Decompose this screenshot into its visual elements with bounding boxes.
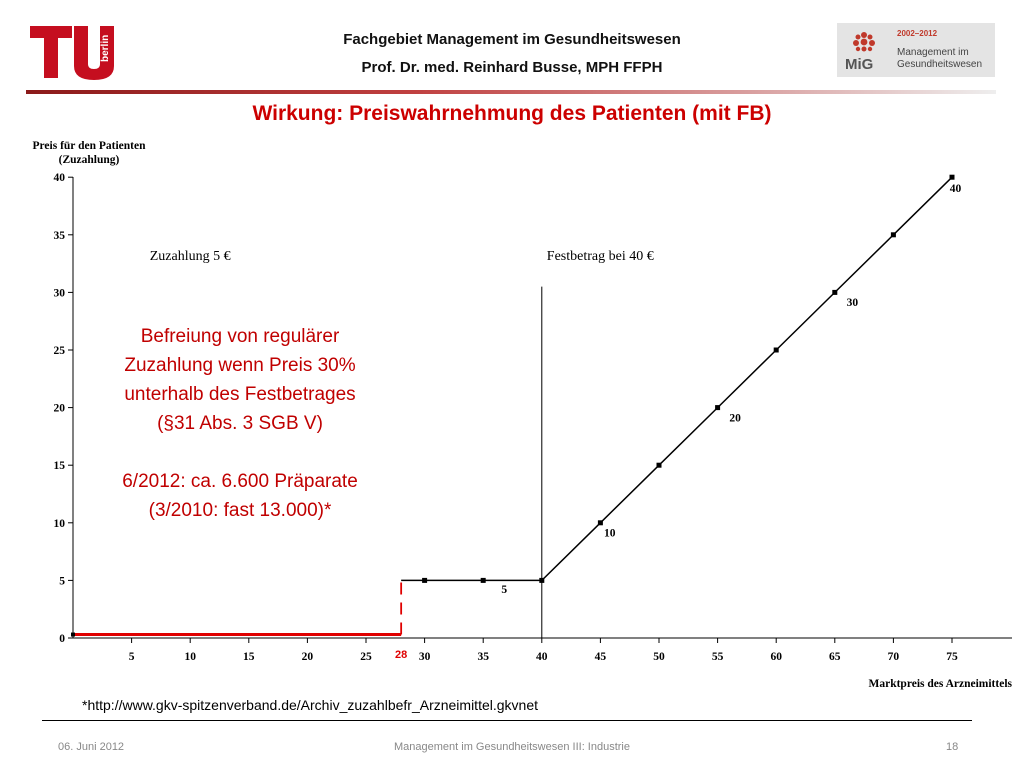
callout-line: 6/2012: ca. 6.600 Präparate	[122, 471, 358, 492]
x-tick-label: 5	[128, 651, 135, 663]
point-annotation: 10	[604, 527, 616, 540]
x-tick-label: 40	[536, 651, 548, 663]
data-point-marker	[774, 348, 779, 353]
x-tick-label: 10	[184, 651, 196, 663]
y-tick-label: 40	[53, 172, 65, 185]
y-tick-label: 30	[53, 287, 65, 300]
data-point-marker	[657, 463, 662, 468]
y-axis-title-line2: (Zuzahlung)	[58, 154, 120, 166]
data-point-marker	[598, 520, 603, 525]
x-tick-label: 75	[946, 651, 958, 663]
x-tick-label: 50	[653, 651, 665, 663]
point-annotation: 20	[729, 412, 741, 425]
callout-line: Zuzahlung wenn Preis 30%	[124, 355, 356, 376]
point-annotation: Zuzahlung 5 €	[149, 249, 231, 265]
point-annotation: 40	[949, 183, 962, 196]
festbetrag-label: Festbetrag bei 40 €	[546, 249, 654, 265]
footer-page-number: 18	[946, 741, 959, 753]
x-tick-label: 45	[594, 651, 607, 663]
y-tick-label: 25	[53, 345, 65, 357]
data-point-marker	[891, 232, 896, 237]
data-point-marker	[422, 578, 427, 583]
data-point-marker	[481, 578, 486, 583]
y-tick-label: 5	[59, 575, 65, 588]
data-point-marker	[950, 175, 955, 180]
price-series-line	[401, 177, 952, 580]
tu-logo-text: berlin	[100, 34, 111, 62]
mig-line2: Gesundheitswesen	[897, 59, 983, 70]
x-tick-label: 30	[418, 651, 431, 663]
y-tick-label: 35	[53, 229, 65, 242]
exemption-callout	[60, 322, 420, 525]
mig-abbreviation: MiG	[845, 56, 874, 73]
point-annotation: 5	[501, 584, 508, 597]
x-tick-label: 15	[243, 651, 255, 663]
callout-line: unterhalb des Festbetrages	[124, 384, 356, 405]
y-tick-label: 10	[53, 517, 65, 530]
x-tick-label: 60	[770, 651, 782, 663]
y-axis-title-line1: Preis für den Patienten	[32, 140, 146, 152]
data-point-marker	[71, 633, 75, 637]
data-point-marker	[832, 290, 837, 295]
callout-line: (§31 Abs. 3 SGB V)	[157, 413, 323, 434]
footnote-source: *http://www.gkv-spitzenverband.de/Archiv_zuzahlbefr_Arzneimittel.gkvnet	[82, 697, 538, 713]
exempt-end-label: 28	[395, 649, 408, 661]
mig-years: 2002–2012	[897, 29, 938, 38]
footer-divider	[42, 720, 972, 721]
callout-line	[60, 438, 420, 467]
mig-line1: Management im	[897, 47, 969, 58]
data-point-marker	[715, 405, 720, 410]
footer-date: 06. Juni 2012	[58, 741, 125, 753]
point-annotation: 30	[846, 297, 859, 310]
header-professor: Prof. Dr. med. Reinhard Busse, MPH FFPH	[361, 59, 663, 76]
callout-line: Befreiung von regulärer	[140, 326, 340, 347]
x-tick-label: 35	[477, 651, 489, 663]
y-tick-label: 0	[59, 633, 65, 645]
y-tick-label: 20	[53, 402, 65, 415]
x-tick-label: 20	[301, 651, 314, 663]
y-tick-label: 15	[53, 460, 65, 473]
callout-line: (3/2010: fast 13.000)*	[148, 500, 332, 521]
slide-title: Wirkung: Preiswahrnehmung des Patienten (mit FB)	[252, 102, 772, 125]
x-tick-label: 65	[829, 651, 841, 663]
x-tick-label: 55	[711, 651, 724, 663]
x-tick-label: 70	[887, 651, 900, 663]
x-axis-title: Marktpreis des Arzneimittels	[868, 678, 1012, 690]
x-tick-label: 25	[360, 651, 372, 663]
footer-course: Management im Gesundheitswesen III: Industrie	[393, 741, 630, 753]
header-department: Fachgebiet Management im Gesundheitswesen	[343, 31, 681, 48]
